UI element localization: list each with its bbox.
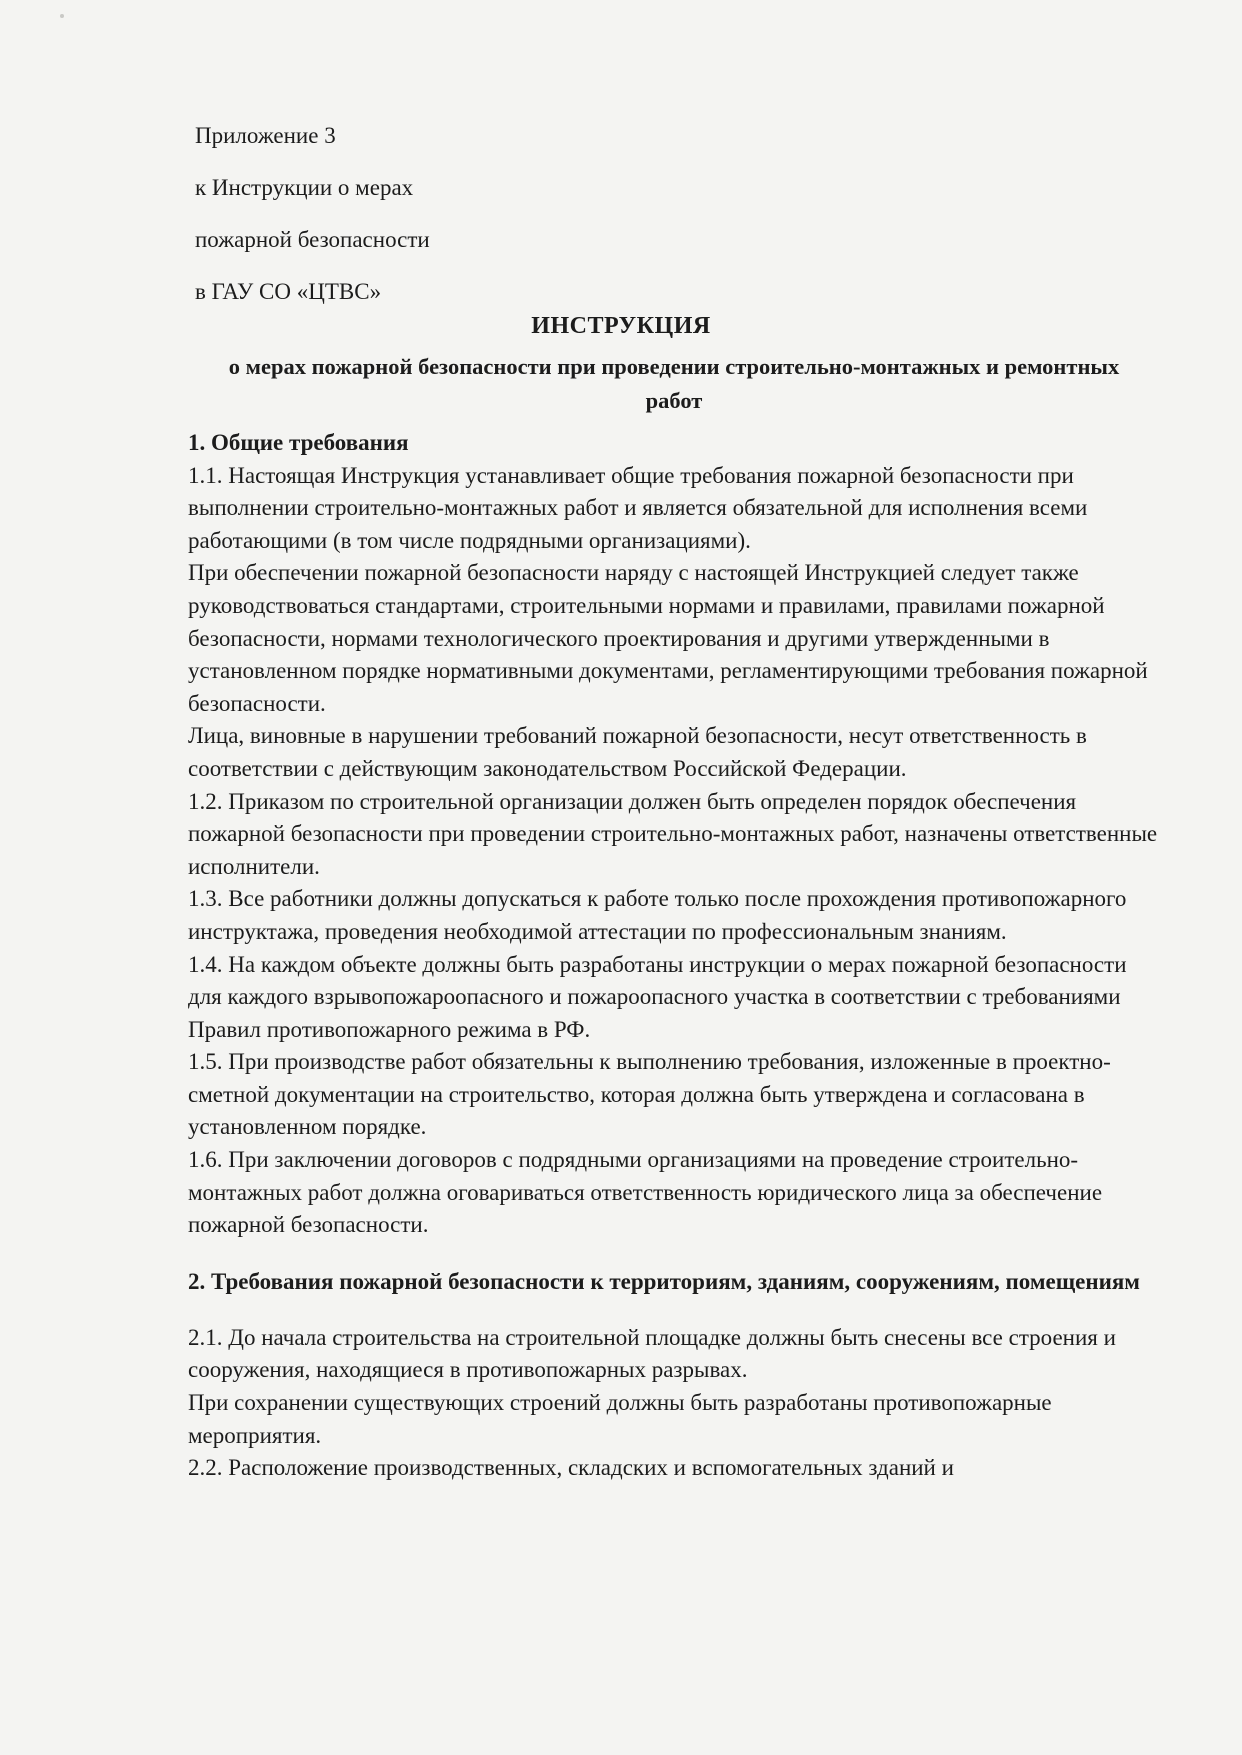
paragraph: Лица, виновные в нарушении требований пожарной безопасности, несут ответственность в соответствии с действующим законодательством Российской Федерации. bbox=[188, 723, 1087, 781]
section-heading: 1. Общие требования bbox=[188, 430, 409, 455]
appendix-line: к Инструкции о мерах bbox=[195, 175, 414, 200]
appendix-block bbox=[195, 110, 430, 318]
document-subtitle: о мерах пожарной безопасности при проведении строительно-монтажных и ремонтных работ bbox=[228, 354, 1120, 413]
scan-speck bbox=[60, 14, 64, 18]
paragraph: 1.5. При производстве работ обязательны к выполнению требования, изложенные в проектно-сметной документации на строительство, которая должна быть утверждена и согласована в установленном порядке. bbox=[188, 1049, 1111, 1140]
appendix-line: в ГАУ СО «ЦТВС» bbox=[195, 279, 382, 304]
appendix-line: Приложение 3 bbox=[195, 123, 336, 148]
paragraph: 1.1. Настоящая Инструкция устанавливает общие требования пожарной безопасности при выполнении строительно-монтажных работ и является обязательной для исполнения всеми работающими (в том числе подрядными организациями). bbox=[188, 462, 1088, 553]
paragraph: 1.3. Все работники должны допускаться к работе только после прохождения противопожарного инструктажа, проведения необходимой аттестации по профессиональным знаниям. bbox=[188, 886, 1127, 944]
paragraph: 2.1. До начала строительства на строительной площадке должны быть снесены все строения и сооружения, находящиеся в противопожарных разрывах. bbox=[188, 1324, 1116, 1383]
paragraph: При сохранении существующих строений должны быть разработаны противопожарные мероприятия. bbox=[188, 1390, 1052, 1448]
paragraph: 1.4. На каждом объекте должны быть разработаны инструкции о мерах пожарной безопасности для каждого взрывопожароопасного и пожароопасного участка в соответствии с требованиями Правил противопожарного режима в РФ. bbox=[188, 951, 1127, 1042]
paragraph: При обеспечении пожарной безопасности наряду с настоящей Инструкцией следует также руководствоваться стандартами, строительными нормами и правилами, правилами пожарной безопасности, нормами технологического проектирования и другими утвержденными в установленном порядке нормативными документами, регламентирующими требования пожарной безопасности. bbox=[188, 560, 1148, 716]
appendix-line: пожарной безопасности bbox=[195, 227, 430, 252]
document-body bbox=[188, 427, 1163, 1485]
document-title: ИНСТРУКЦИЯ bbox=[531, 313, 711, 339]
paragraph: 1.6. При заключении договоров с подрядными организациями на проведение строительно-монтажных работ должна оговариваться ответственность юридического лица за обеспечение пожарной безопасности. bbox=[188, 1147, 1103, 1238]
section-heading: 2. Требования пожарной безопасности к территориям, зданиям, сооружениям, помещениям bbox=[188, 1268, 1140, 1294]
paragraph: 1.2. Приказом по строительной организации должен быть определен порядок обеспечения пожарной безопасности при проведении строительно-монтажных работ, назначены ответственные исполнители. bbox=[188, 788, 1158, 879]
paragraph: 2.2. Расположение производственных, складских и вспомогательных зданий и bbox=[188, 1455, 954, 1481]
